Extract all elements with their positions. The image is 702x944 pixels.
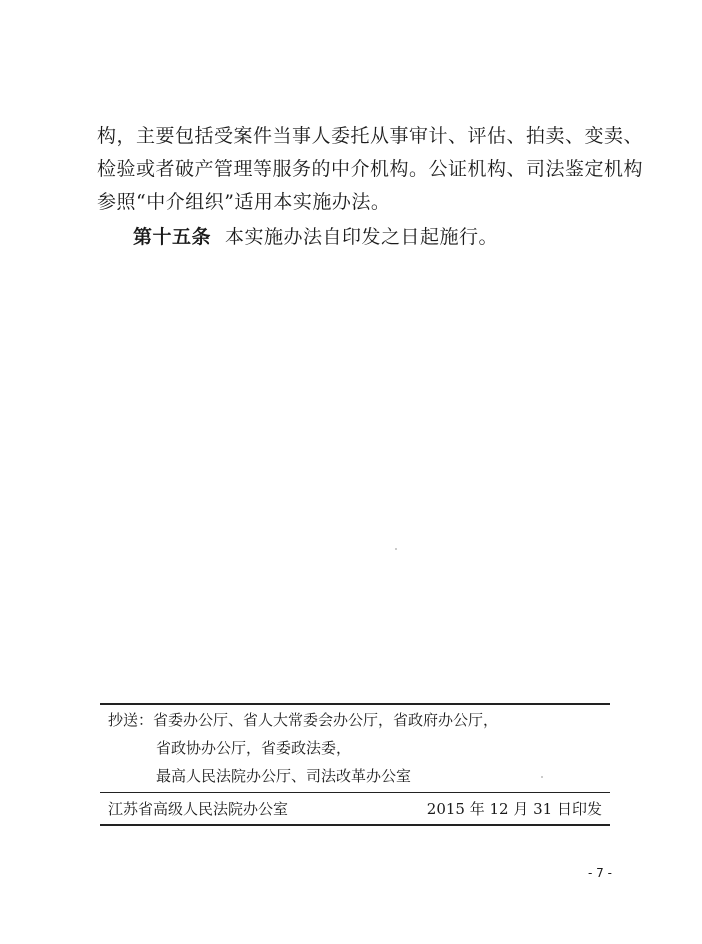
article-15 — [133, 221, 498, 254]
paragraph-line-1: 构，主要包括受案件当事人委托从事审计、评估、拍卖、变卖、 — [97, 125, 644, 147]
cc-block — [108, 706, 608, 790]
paragraph-line-3: 参照“中介组织”适用本实施办法。 — [97, 191, 391, 213]
cc-line-1: 抄送：省委办公厅、省人大常委会办公厅，省政府办公厅， — [108, 711, 499, 729]
body-paragraph — [97, 120, 644, 219]
paragraph-line-2: 检验或者破产管理等服务的中介机构。公证机构、司法鉴定机构 — [97, 158, 644, 180]
issuer-name: 江苏省高级人民法院办公室 — [108, 800, 289, 818]
footer-middle-rule — [100, 792, 610, 793]
issue-date: 2015 年 12 月 31 日印发 — [426, 800, 602, 818]
article-text: 本实施办法自印发之日起施行。 — [225, 226, 499, 248]
footer-bottom-rule — [100, 824, 610, 826]
cc-line-3: 最高人民法院办公厅、司法改革办公室 — [156, 767, 412, 785]
cc-line-2: 省政协办公厅，省委政法委， — [156, 739, 352, 757]
scan-speck — [395, 548, 397, 550]
article-label: 第十五条 — [133, 226, 212, 248]
page-number: - 7 - — [588, 866, 612, 880]
footer-top-rule — [100, 703, 610, 705]
